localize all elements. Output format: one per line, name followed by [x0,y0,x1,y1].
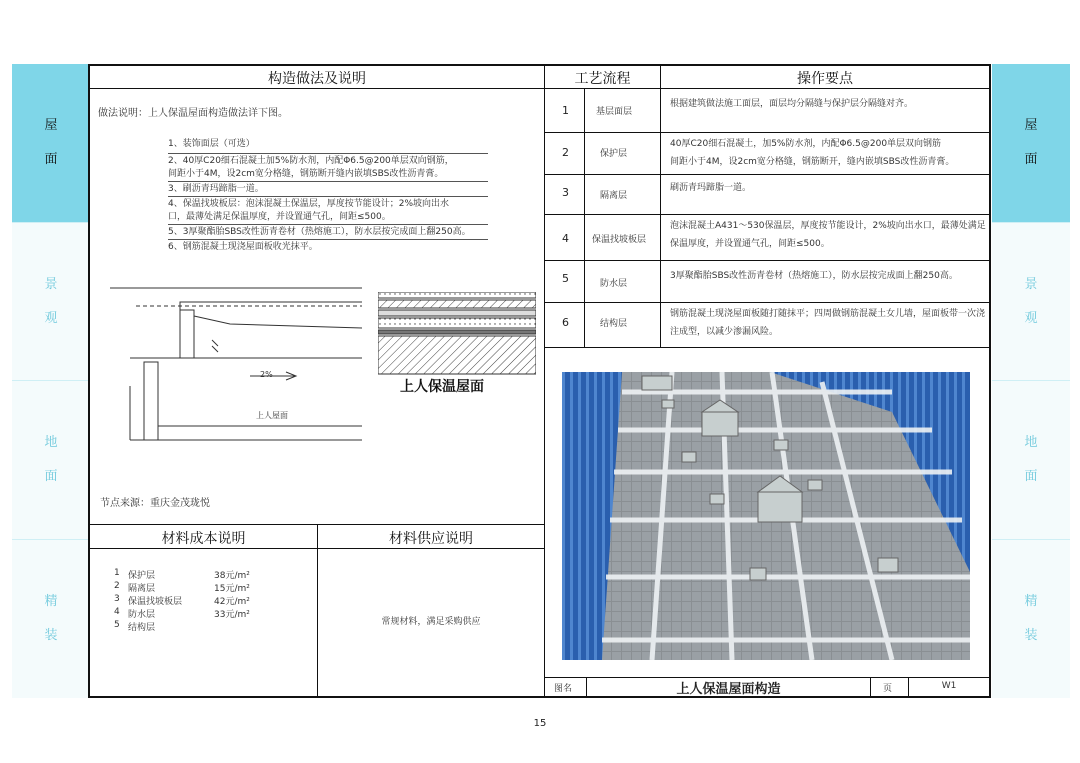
step-desc: 注成型，以减少渗漏风险。 [670,327,779,337]
step-number: 5 [562,272,569,285]
step-desc: 刷沥青玛蹄脂一道。 [670,183,752,193]
layer-line: 2、40厚C20细石混凝土加5%防水剂，内配Φ6.5@200单层双向钢筋， [168,153,488,167]
footer-page-label: 页 [883,684,893,694]
footer-name-value: 上人保温屋面构造 [676,682,781,697]
layer-list [168,136,488,254]
slope-label: 2% [260,370,273,379]
layer-line: 4、保温找坡板层：泡沫混凝土保温层，厚度按节能设计；2%坡向出水 [168,196,488,210]
layer-line: 1、装饰面层（可选） [168,139,255,149]
step-name: 保温找坡板层 [592,235,647,245]
step-number: 3 [562,186,569,199]
page-number: 15 [533,718,547,729]
side-tab-finish-right[interactable]: 精 装 [992,539,1070,698]
side-tab-ground-left[interactable]: 地 面 [12,380,90,539]
source-note: 节点来源：重庆金茂珑悦 [100,498,210,509]
layer-line: 口，最薄处满足保温厚度，并设置通气孔，间距≤500。 [168,212,391,222]
cost-row: 1 保护层 38元/m² [114,568,250,581]
parapet-detail-drawing [100,266,370,456]
side-tab-landscape-right[interactable]: 景 观 [992,222,1070,380]
step-desc: 根据建筑做法施工面层，面层均分隔缝与保护层分隔缝对齐。 [670,99,914,109]
section-title: 上人保温屋面 [400,379,484,395]
step-desc: 钢筋混凝土现浇屋面板随打随抹平；四周做钢筋混凝土女儿墙，屋面板带一次浇 [670,309,986,319]
step-number: 2 [562,146,569,159]
right-side-tabs [992,64,1070,698]
side-tab-finish-left[interactable]: 精 装 [12,539,90,698]
step-desc: 3厚聚酯胎SBS改性沥青卷材（热熔施工），防水层按完成面上翻250高。 [670,271,958,281]
footer-name-label: 图名 [554,684,573,694]
left-side-tabs [12,64,90,698]
step-name: 结构层 [600,319,628,329]
footer-page-value: W1 [941,681,957,691]
layer-section-drawing [378,292,536,376]
supply-note: 常规材料，满足采购供应 [381,617,481,627]
cost-row: 5 结构层 [114,620,156,633]
cost-row: 3 保温找坡板层 42元/m² [114,594,250,607]
construction-title: 构造做法及说明 [268,71,366,87]
cost-row: 4 防水层 33元/m² [114,607,250,620]
side-tab-landscape-left[interactable]: 景 观 [12,222,90,380]
rooftop-photo [562,372,970,660]
cost-row: 2 隔离层 15元/m² [114,581,250,594]
cost-title: 材料成本说明 [161,531,246,547]
step-name: 保护层 [600,149,628,159]
step-desc: 保温厚度，并设置通气孔，间距≤500。 [670,239,830,249]
step-name: 隔离层 [600,191,628,201]
step-number: 1 [562,104,569,117]
step-name: 防水层 [600,279,628,289]
step-desc: 40厚C20细石混凝土，加5%防水剂，内配Φ6.5@200单层双向钢筋 [670,139,942,149]
layer-line: 5、3厚聚酯胎SBS改性沥青卷材（热熔施工），防水层按完成面上翻250高。 [168,224,488,239]
supply-title: 材料供应说明 [389,531,473,547]
step-number: 6 [562,316,569,329]
step-name: 基层面层 [596,107,633,117]
layer-line: 间距小于4M，设2cm宽分格缝，钢筋断开缝内嵌填SBS改性沥青膏。 [168,169,444,179]
roof-label: 上人屋面 [256,411,288,420]
step-desc: 间距小于4M，设2cm宽分格缝，钢筋断开，缝内嵌填SBS改性沥青膏。 [670,157,955,167]
method-note: 做法说明：上人保温屋面构造做法详下图。 [98,108,288,119]
cost-list [114,568,294,633]
layer-line: 3、刷沥青玛蹄脂一道。 [168,181,488,196]
side-tab-ground-right[interactable]: 地 面 [992,380,1070,539]
drawing-sheet [88,64,991,698]
side-tab-roof-left[interactable]: 屋 面 [12,64,90,222]
step-number: 4 [562,232,569,245]
step-desc: 泡沫混凝土A431～530保温层，厚度按节能设计，2%坡向出水口，最薄处满足 [670,221,986,231]
layer-line: 6、钢筋混凝土现浇屋面板收光抹平。 [168,239,488,254]
side-tab-roof-right[interactable]: 屋 面 [992,64,1070,222]
operation-title: 操作要点 [797,71,853,87]
process-title: 工艺流程 [574,71,631,87]
